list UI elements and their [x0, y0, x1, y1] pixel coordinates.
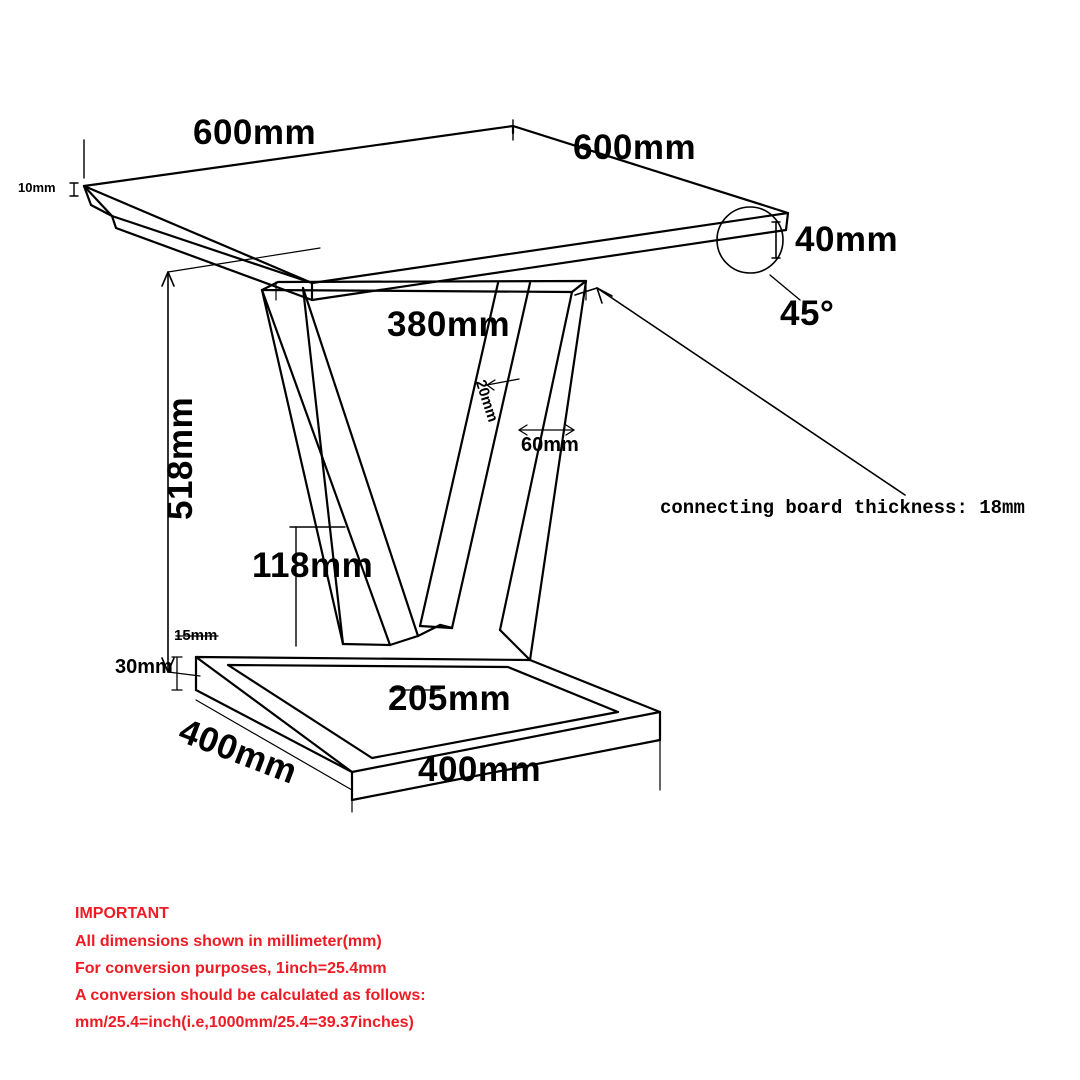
dim-label-pedestal-top-width: 380mm: [387, 305, 511, 344]
leg-right-far: [530, 281, 586, 660]
dim-label-leg-thickness: 20mm: [471, 377, 502, 425]
dim-label-top-thickness: 10mm: [18, 180, 56, 195]
dim-label-base-thickness: 30mm: [115, 656, 173, 678]
tabletop-front-bottom: [312, 230, 786, 300]
note-line-3: For conversion purposes, 1inch=25.4mm: [75, 960, 387, 977]
leg-right-outer: [500, 292, 572, 630]
dim-label-top-right-width: 600mm: [573, 128, 697, 167]
tabletop-left-chamfer: [84, 186, 112, 216]
dim-label-base-inset: 15mm: [174, 627, 218, 644]
dim-10mm-marker: [70, 183, 78, 196]
dim-label-edge-angle: 45°: [780, 294, 835, 333]
note-line-4: A conversion should be calculated as follows:: [75, 987, 426, 1004]
dim-label-total-height: 518mm: [161, 396, 200, 520]
dim-label-lower-leg-height: 118mm: [252, 546, 374, 585]
dim-label-base-inner-width: 205mm: [388, 679, 512, 718]
leg-left-inner-b: [303, 288, 343, 644]
leg-left-outer: [262, 290, 390, 645]
leg-left-bottom: [343, 644, 390, 645]
leader-connecting-board: [597, 288, 905, 495]
note-line-2: All dimensions shown in millimeter(mm): [75, 933, 382, 950]
dim-label-base-depth: 400mm: [173, 711, 303, 792]
dim-label-top-left-width: 600mm: [193, 113, 317, 152]
leg-right-to-base: [500, 630, 530, 660]
note-line-5: mm/25.4=inch(i.e,1000mm/25.4=39.37inches): [75, 1014, 414, 1031]
dim-label-leg-width: 60mm: [521, 434, 579, 456]
ext-518-top: [168, 248, 320, 272]
leg-left-outer-b: [262, 290, 343, 644]
dim-label-edge-chamfer: 40mm: [795, 220, 899, 259]
dim-label-base-width: 400mm: [418, 750, 542, 789]
leg-v-bottom-join: [390, 636, 418, 645]
detail-circle: [717, 207, 783, 273]
tabletop-right-corner: [786, 213, 788, 230]
callout-connecting-board: connecting board thickness: 18mm: [660, 497, 1025, 519]
note-line-1: IMPORTANT: [75, 905, 169, 922]
tabletop-chamfer-line: [112, 216, 312, 300]
